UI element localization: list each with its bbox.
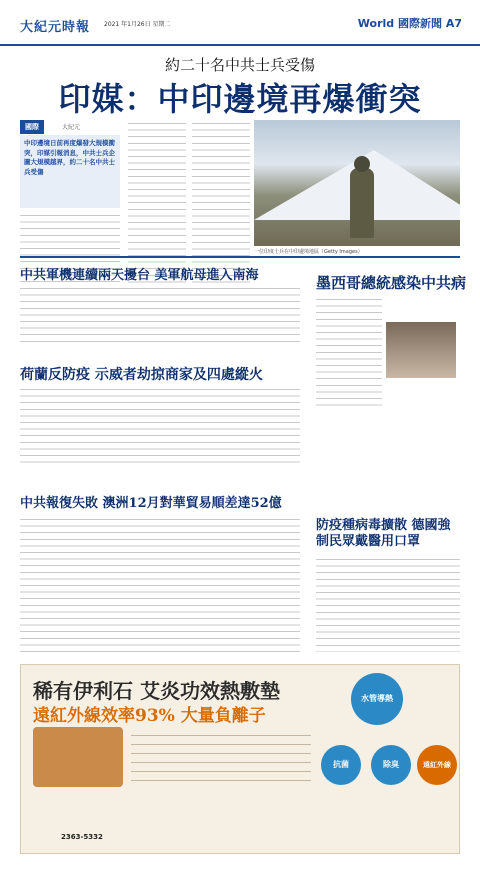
- story-title-1: 中共軍機連續兩天擾台 美軍航母進入南海: [20, 268, 259, 283]
- story-title-5: 中共報復失敗 澳洲12月對華貿易順差達52億: [20, 496, 282, 511]
- photo-caption: 一位印度士兵在中印邊境地區（Getty Images）: [254, 249, 363, 255]
- ad-subtitle: 遠紅外線效率93% 大量負離子: [33, 706, 266, 726]
- ad-badge-2: 抗菌: [321, 745, 361, 785]
- ad-badge-1: 水管導熱: [351, 673, 403, 725]
- ad-badge-3: 除臭: [371, 745, 411, 785]
- story-body-5: [20, 516, 300, 652]
- ad-features: [131, 731, 311, 787]
- section-label: World 國際新聞 A7: [357, 17, 462, 30]
- main-headline: 印媒：中印邊境再爆衝突: [58, 80, 422, 118]
- president-portrait: [386, 322, 456, 378]
- ad-phone[interactable]: 2363-5332: [61, 833, 103, 841]
- story-body-1: [20, 285, 300, 345]
- page-header: [0, 0, 480, 46]
- soldier-photo: [254, 120, 460, 246]
- kicker: 約二十名中共士兵受傷: [164, 56, 315, 74]
- category-tag: 國際: [20, 120, 44, 134]
- source-tag: 大紀元: [62, 124, 81, 131]
- story-title-4: 防疫種病毒擴散 德國強制民眾戴醫用口罩: [316, 518, 451, 549]
- ad-badge-4: 遠紅外線: [417, 745, 457, 785]
- soldier-figure: [350, 168, 374, 238]
- section-divider: [20, 256, 460, 258]
- story-body-2: [316, 296, 382, 406]
- ad-product-image: [33, 727, 123, 787]
- ad-title: 稀有伊利石 艾炎功效熱敷墊: [33, 679, 280, 703]
- lead-summary: 中印邊境日前再度爆發大規模衝突，印媒引報消息，中共士兵企圖大規模越界，約二十名中共士兵受傷: [20, 135, 120, 208]
- story-body-4: [316, 556, 460, 652]
- story-body-3: [20, 386, 300, 466]
- advertisement[interactable]: [20, 664, 460, 854]
- issue-date: 2021 年1月26日 星期二: [104, 21, 171, 28]
- story-title-2: 墨西哥總統感染中共病: [316, 274, 467, 292]
- story-title-3: 荷蘭反防疫 示威者劫掠商家及四處縱火: [20, 367, 263, 383]
- masthead-logo: 大紀元時報: [20, 20, 91, 35]
- soldier-head: [354, 156, 370, 172]
